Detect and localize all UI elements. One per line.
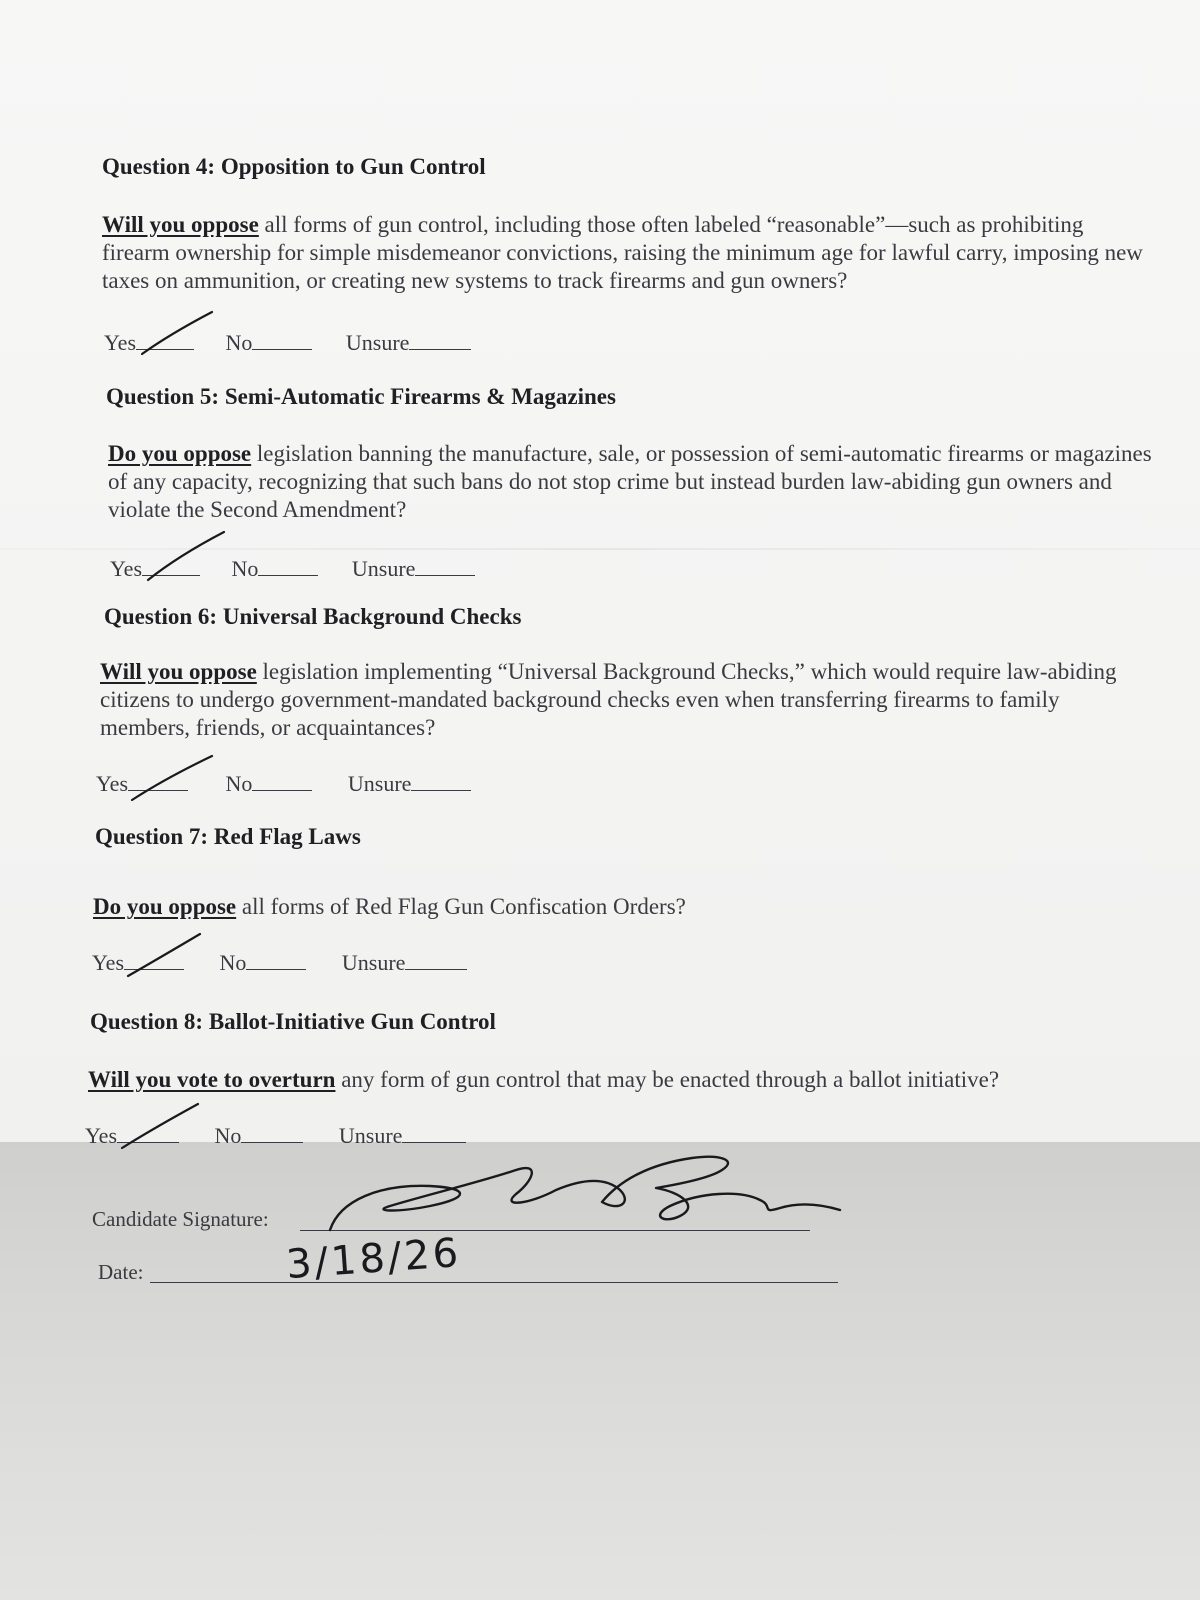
q4-no-label: No (225, 330, 253, 355)
q5-unsure-blank[interactable] (415, 557, 475, 576)
q4-title: Question 4: Opposition to Gun Control (102, 154, 486, 179)
q6-yes-label: Yes (96, 771, 129, 796)
q6-no-blank[interactable] (252, 772, 312, 791)
q7-yes-label: Yes (92, 950, 125, 975)
q6-no-label: No (225, 771, 253, 796)
q4-unsure-blank[interactable] (409, 331, 471, 350)
q8-title: Question 8: Ballot-Initiative Gun Control (90, 1009, 496, 1034)
q8-unsure-label: Unsure (338, 1123, 403, 1148)
q7-unsure-blank[interactable] (405, 951, 467, 970)
q6-text (100, 658, 1145, 742)
q8-no-label: No (214, 1123, 242, 1148)
q4-no-blank[interactable] (252, 331, 312, 350)
q8-yes-label: Yes (85, 1123, 118, 1148)
q4-lead: Will you oppose (102, 212, 259, 237)
q4-check-icon (140, 308, 220, 358)
q8-lead: Will you vote to overturn (88, 1067, 336, 1092)
signature-label: Candidate Signature: (92, 1207, 269, 1231)
q4-unsure-label: Unsure (345, 330, 410, 355)
q8-text (88, 1066, 1188, 1094)
q5-unsure-label: Unsure (351, 556, 416, 581)
q7-check-icon (126, 930, 206, 980)
q6-body: legislation implementing “Universal Background Checks,” which would require law-abiding citizens to undergo government-mandated background checks even when transferring firearms to family members, friends, or acquaintances? (100, 659, 1117, 740)
q7-unsure-label: Unsure (341, 950, 406, 975)
handwritten-date: 3/18/26 (284, 1229, 463, 1289)
q6-check-icon (130, 752, 216, 804)
q6-unsure-blank[interactable] (411, 772, 471, 791)
q7-title: Question 7: Red Flag Laws (95, 824, 361, 849)
date-label: Date: (98, 1260, 144, 1284)
q5-text (108, 440, 1153, 524)
date-line[interactable] (150, 1282, 838, 1283)
q6-title: Question 6: Universal Background Checks (104, 604, 522, 629)
q5-no-blank[interactable] (258, 557, 318, 576)
q4-text (102, 211, 1147, 295)
q5-body: legislation banning the manufacture, sale, or possession of semi-automatic firearms or magazines of any capacity, recognizing that such bans do not stop crime but instead burden law-abiding gun owners and violate the Second Amendment? (108, 441, 1152, 522)
q8-body: any form of gun control that may be enacted through a ballot initiative? (335, 1067, 1000, 1092)
q8-check-icon (120, 1100, 204, 1152)
q6-lead: Will you oppose (100, 659, 257, 684)
handwritten-signature-icon (320, 1150, 860, 1240)
q7-text (93, 893, 1138, 921)
q5-yes-label: Yes (110, 556, 143, 581)
q5-no-label: No (231, 556, 259, 581)
q7-no-blank[interactable] (246, 951, 306, 970)
q7-no-label: No (219, 950, 247, 975)
q5-check-icon (146, 528, 230, 584)
q7-body: all forms of Red Flag Gun Confiscation Orders? (236, 894, 686, 919)
q8-no-blank[interactable] (241, 1124, 303, 1143)
q7-lead: Do you oppose (93, 894, 237, 919)
q4-body: all forms of gun control, including those often labeled “reasonable”—such as prohibiting firearm ownership for simple misdemeanor convictions, raising the minimum age for lawful carry, imposing new taxes on ammunition, or creating new systems to track firearms and gun owners? (102, 212, 1143, 293)
q4-yes-label: Yes (104, 330, 137, 355)
q5-lead: Do you oppose (108, 441, 252, 466)
q5-title: Question 5: Semi-Automatic Firearms & Magazines (106, 384, 616, 409)
q8-unsure-blank[interactable] (402, 1124, 466, 1143)
q6-unsure-label: Unsure (347, 771, 412, 796)
